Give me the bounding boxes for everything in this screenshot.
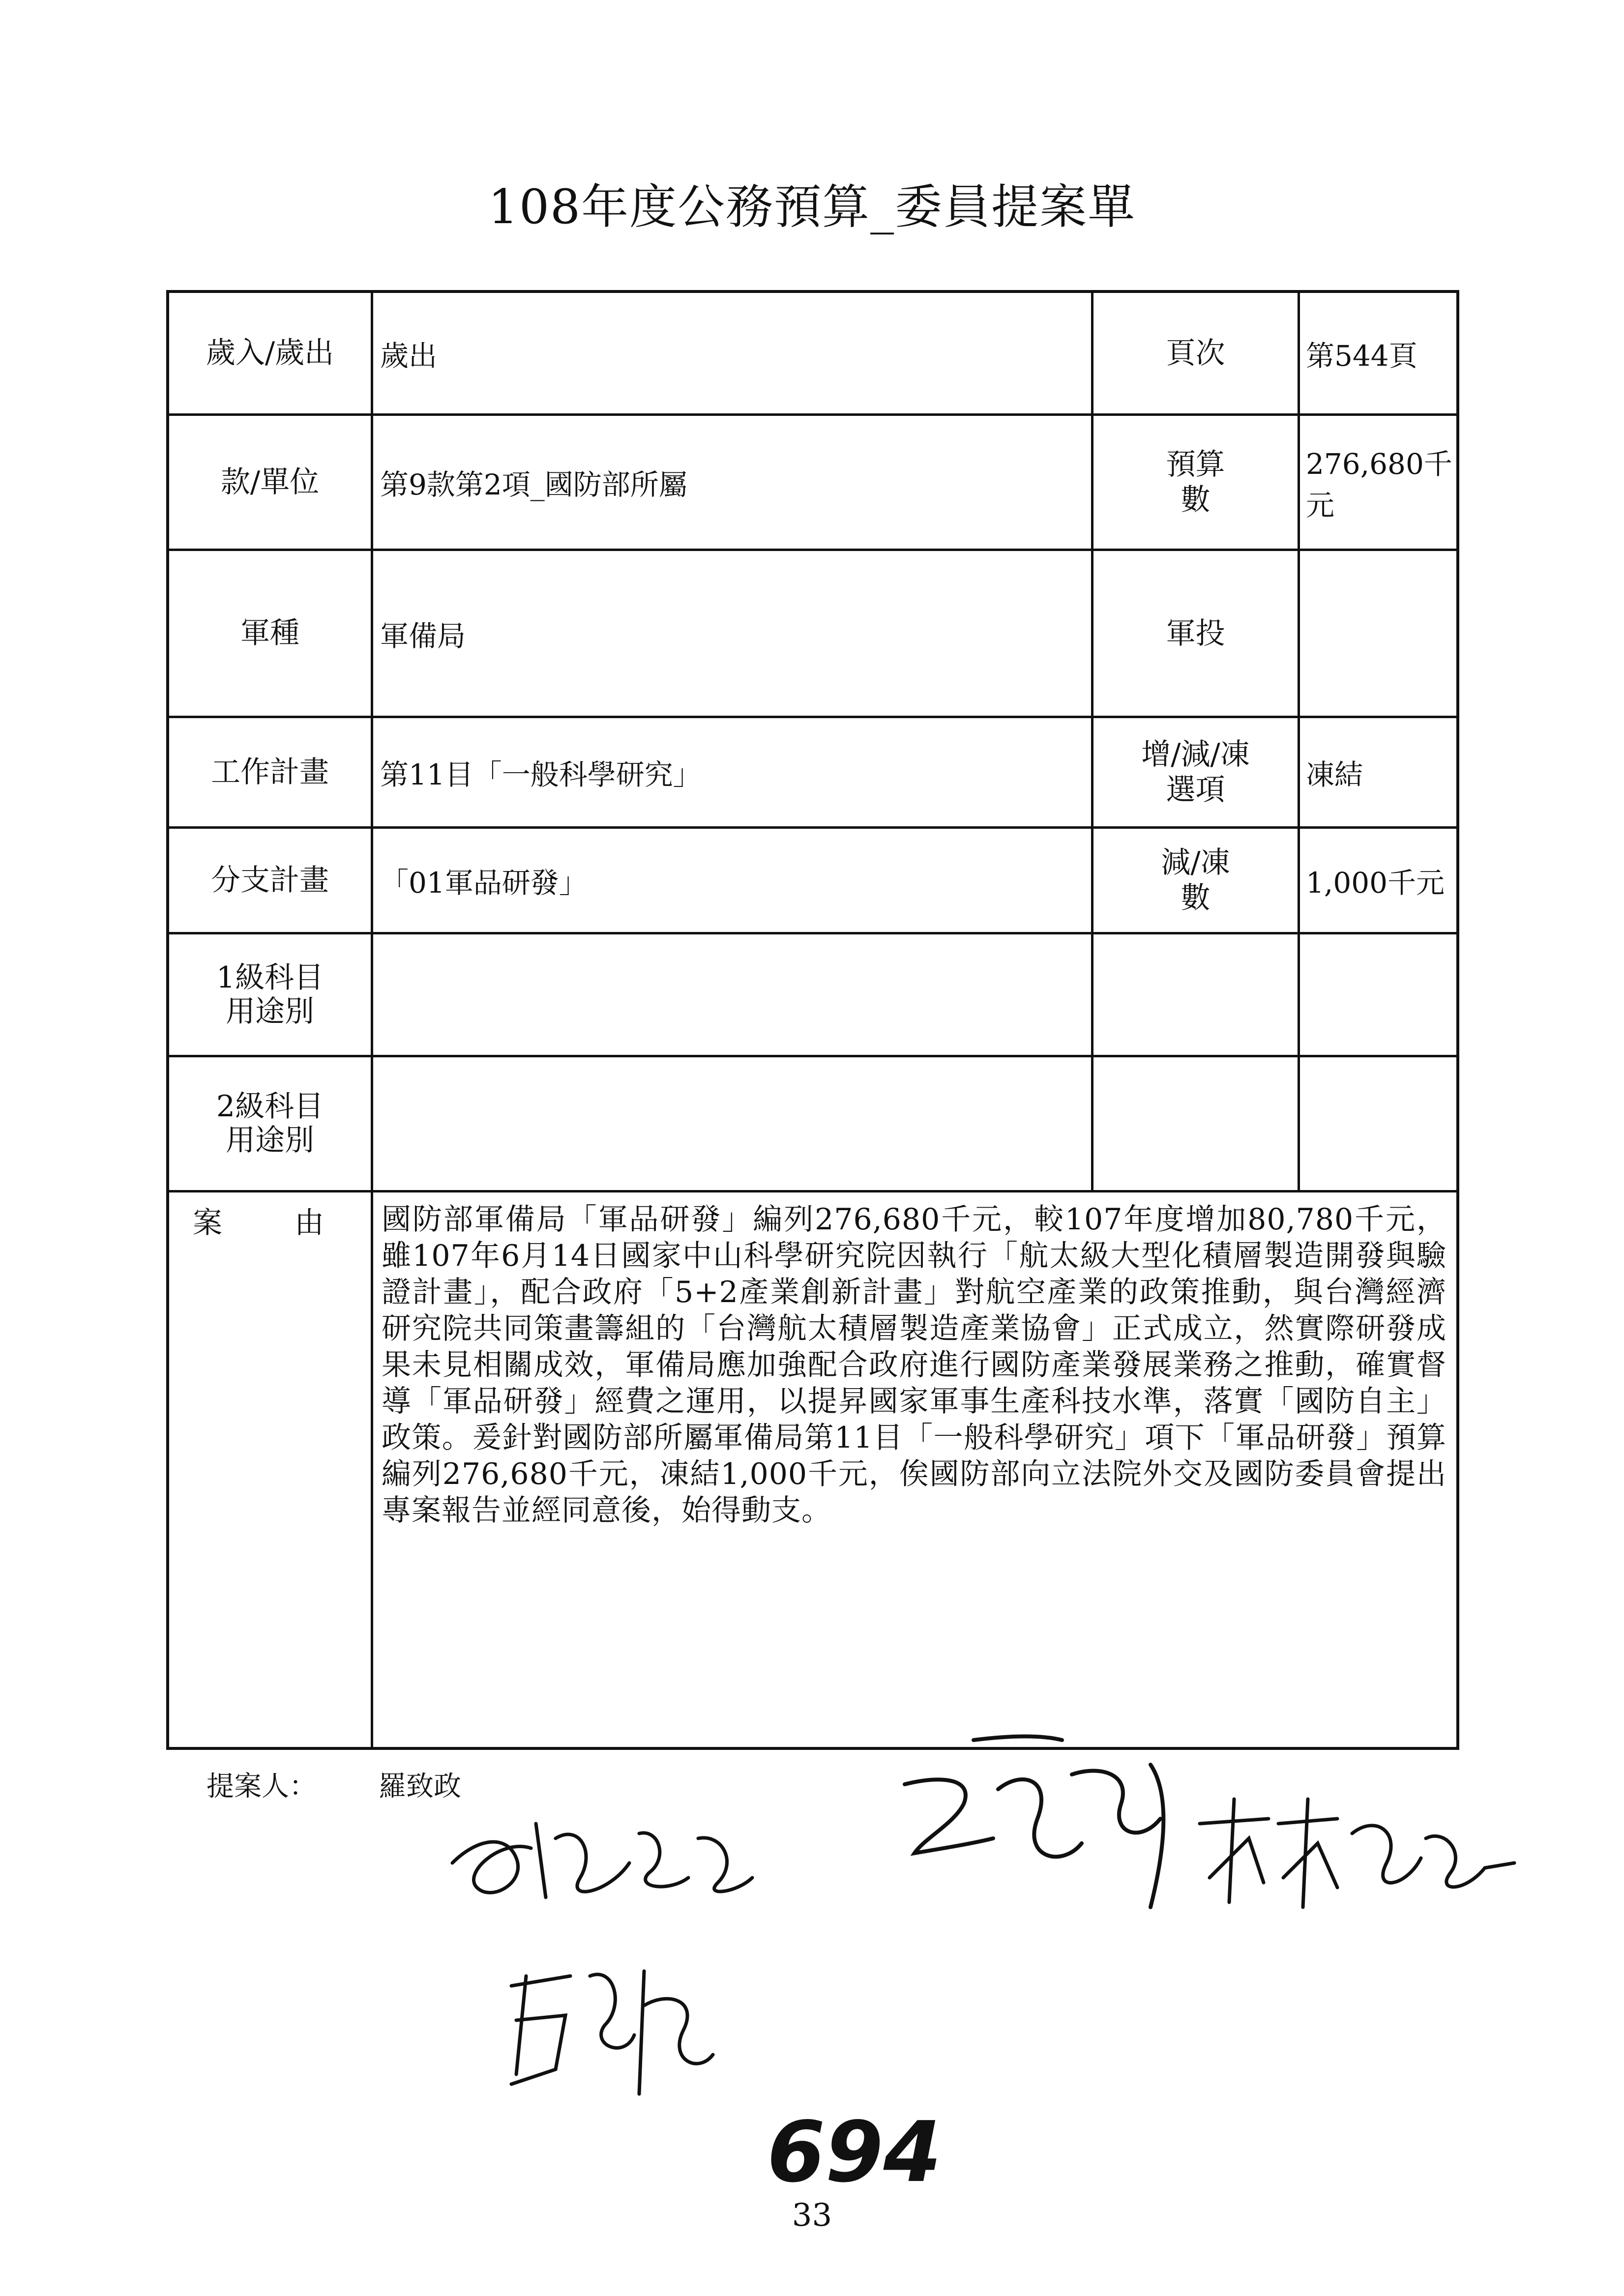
label-level2-line1: 2級科目 — [216, 1089, 324, 1124]
signature-3 — [1190, 1779, 1524, 1927]
row-section-unit — [169, 416, 1456, 551]
row-level2-subject — [169, 1057, 1456, 1192]
label-level2-line2: 用途別 — [226, 1123, 314, 1158]
label-work-plan: 工作計畫 — [169, 718, 373, 826]
label-level1-line2: 用途別 — [226, 994, 314, 1029]
label-reason-char1: 案 — [193, 1206, 222, 1240]
signature-1 — [433, 1779, 767, 1937]
reason-text: 國防部軍備局「軍品研發」編列276,680千元，較107年度增加80,780千元，雖107年6月14日國家中山科學研究院因執行「航太級大型化積層製造開發與驗證計畫」，配合政府「5+2產業創新計畫」對航空產業的政策推動，與台灣經濟研究院共同策畫籌組的「台灣航太積層製造產業協會」正式成立，然實際研發成果未見相關成效，軍備局應加強配合政府進行國防產業發展業務之推動，確實督導「軍品研發」經費之運用，以提昇國家軍事生產科技水準，落實「國防自主」政策。爰針對國防部所屬軍備局第11目「一般科學研究」項下「軍品研發」預算編列276,680千元，凍結1,000千元，俟國防部向立法院外交及國防委員會提出專案報告並經同意後，始得動支。 — [382, 1202, 1447, 1528]
label-military-investment: 軍投 — [1093, 551, 1300, 716]
signature-4 — [497, 1947, 723, 2114]
handwritten-page-number: 694 — [767, 2104, 942, 2201]
label-reduce-freeze-amount — [1093, 829, 1300, 932]
value-section-unit: 第9款第2項_國防部所屬 — [373, 416, 1093, 549]
row-level1-subject — [169, 934, 1456, 1057]
page-title: 108年度公務預算_委員提案單 — [488, 179, 1136, 234]
label-level1-line1: 1級科目 — [216, 960, 324, 995]
label-budget-amount-line2: 數 — [1181, 483, 1211, 517]
page-number: 33 — [792, 2197, 832, 2234]
label-reduce-freeze-line1: 減/凍 — [1161, 845, 1230, 880]
value-budget-amount: 276,680千元 — [1306, 447, 1452, 522]
label-change-option — [1093, 718, 1300, 826]
label-reduce-freeze-line2: 數 — [1181, 881, 1211, 915]
row-reason — [169, 1192, 1456, 1747]
label-branch-plan: 分支計畫 — [169, 829, 373, 932]
label-level2-extra — [1093, 1057, 1300, 1190]
label-budget-amount — [1093, 416, 1300, 549]
value-level2-extra — [1300, 1057, 1456, 1190]
label-level1-extra — [1093, 934, 1300, 1055]
label-page: 頁次 — [1093, 293, 1300, 413]
label-change-option-line2: 選項 — [1166, 773, 1225, 807]
label-service-branch: 軍種 — [169, 551, 373, 716]
row-service-branch — [169, 551, 1456, 718]
label-level2-subject — [169, 1057, 373, 1190]
value-revenue-expense: 歲出 — [373, 293, 1093, 413]
row-branch-plan — [169, 829, 1456, 934]
label-section-unit: 款/單位 — [169, 416, 373, 549]
label-change-option-line1: 增/減/凍 — [1141, 737, 1250, 772]
label-level1-subject — [169, 934, 373, 1055]
label-reason — [169, 1192, 373, 1747]
proposer-label: 提案人： — [207, 1771, 317, 1802]
value-branch-plan: 「01軍品研發」 — [373, 829, 1093, 932]
value-service-branch: 軍備局 — [373, 551, 1093, 716]
value-level1-extra — [1300, 934, 1456, 1055]
value-military-investment — [1300, 551, 1456, 716]
value-work-plan: 第11目「一般科學研究」 — [373, 718, 1093, 826]
signature-2 — [875, 1720, 1210, 1927]
value-page: 第544頁 — [1306, 339, 1417, 373]
value-reduce-freeze-amount: 1,000千元 — [1306, 866, 1445, 900]
label-revenue-expense: 歲入/歲出 — [169, 293, 373, 413]
value-level2-subject — [373, 1057, 1093, 1190]
label-reason-char2: 由 — [295, 1206, 324, 1240]
proposal-table — [166, 290, 1459, 1750]
row-revenue-expense — [169, 293, 1456, 416]
proposer-name: 羅致政 — [379, 1771, 461, 1802]
value-change-option: 凍結 — [1306, 758, 1363, 791]
label-budget-amount-line1: 預算 — [1166, 447, 1225, 482]
row-work-plan — [169, 718, 1456, 829]
value-level1-subject — [373, 934, 1093, 1055]
